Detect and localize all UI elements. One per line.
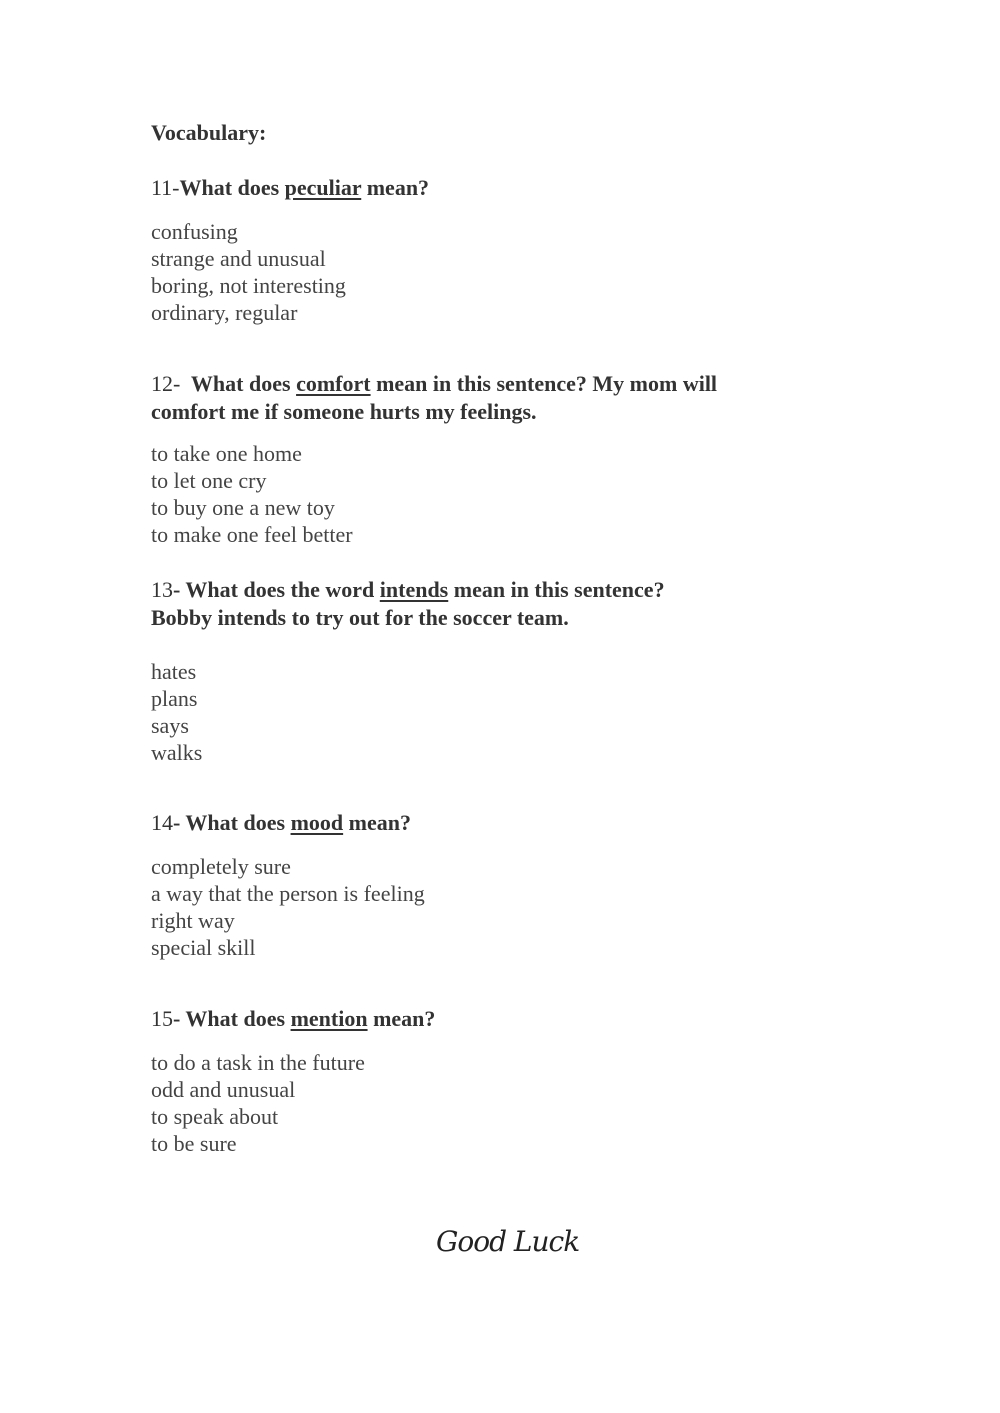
stem-after: mean? xyxy=(343,810,411,835)
answer-option[interactable]: ordinary, regular xyxy=(151,300,298,325)
answer-option[interactable]: to buy one a new toy xyxy=(151,495,335,520)
stem-after: mean in this sentence? Bobby intends to try out for the soccer team. xyxy=(151,577,665,630)
question-number: 11- xyxy=(151,175,180,200)
answer-options xyxy=(151,218,871,326)
question-11 xyxy=(151,174,871,326)
keyword: mention xyxy=(290,1006,368,1031)
keyword: peculiar xyxy=(284,175,362,200)
answer-option[interactable]: plans xyxy=(151,686,198,711)
stem-before: - What does the word xyxy=(173,577,380,602)
stem-before: What does xyxy=(180,371,297,396)
keyword: mood xyxy=(290,810,344,835)
question-number: 13 xyxy=(151,577,173,602)
keyword: intends xyxy=(379,577,449,602)
answer-option[interactable]: hates xyxy=(151,659,197,684)
answer-option[interactable]: completely sure xyxy=(151,854,291,879)
answer-options xyxy=(151,658,726,766)
question-number: 14 xyxy=(151,810,173,835)
answer-option[interactable]: to let one cry xyxy=(151,468,267,493)
answer-options xyxy=(151,440,731,548)
question-number: 15 xyxy=(151,1006,173,1031)
question-number: 12- xyxy=(151,371,181,396)
stem-after: mean? xyxy=(367,1006,436,1031)
answer-option[interactable]: confusing xyxy=(151,219,238,244)
answer-option[interactable]: to make one feel better xyxy=(151,522,353,547)
answer-option[interactable]: odd and unusual xyxy=(151,1077,296,1102)
answer-option[interactable]: to do a task in the future xyxy=(151,1050,365,1075)
stem-before: What does xyxy=(179,175,285,200)
section-heading: Vocabulary: xyxy=(151,120,267,145)
stem-before: - What does xyxy=(173,810,291,835)
stem-before: - What does xyxy=(173,1006,291,1031)
answer-option[interactable]: right way xyxy=(151,908,235,933)
question-15 xyxy=(151,1005,871,1157)
question-stem xyxy=(151,174,871,202)
answer-option[interactable]: a way that the person is feeling xyxy=(151,881,425,906)
answer-option[interactable]: to be sure xyxy=(151,1131,237,1156)
answer-option[interactable]: boring, not interesting xyxy=(151,273,346,298)
question-stem xyxy=(151,1005,871,1033)
answer-options xyxy=(151,853,871,961)
question-13 xyxy=(151,576,726,766)
answer-option[interactable]: to speak about xyxy=(151,1104,279,1129)
question-stem xyxy=(151,576,726,632)
answer-options xyxy=(151,1049,871,1157)
keyword: comfort xyxy=(296,371,371,396)
question-12 xyxy=(151,370,731,548)
stem-after: mean? xyxy=(361,175,430,200)
answer-option[interactable]: says xyxy=(151,713,189,738)
good-luck-closing: Good Luck xyxy=(436,1225,580,1258)
answer-option[interactable]: strange and unusual xyxy=(151,246,326,271)
stem-after: mean in this sentence? My mom will comfort me if someone hurts my feelings. xyxy=(151,371,718,424)
question-14 xyxy=(151,809,871,961)
answer-option[interactable]: to take one home xyxy=(151,441,302,466)
answer-option[interactable]: special skill xyxy=(151,935,256,960)
question-stem xyxy=(151,370,731,426)
question-stem xyxy=(151,809,871,837)
answer-option[interactable]: walks xyxy=(151,740,203,765)
